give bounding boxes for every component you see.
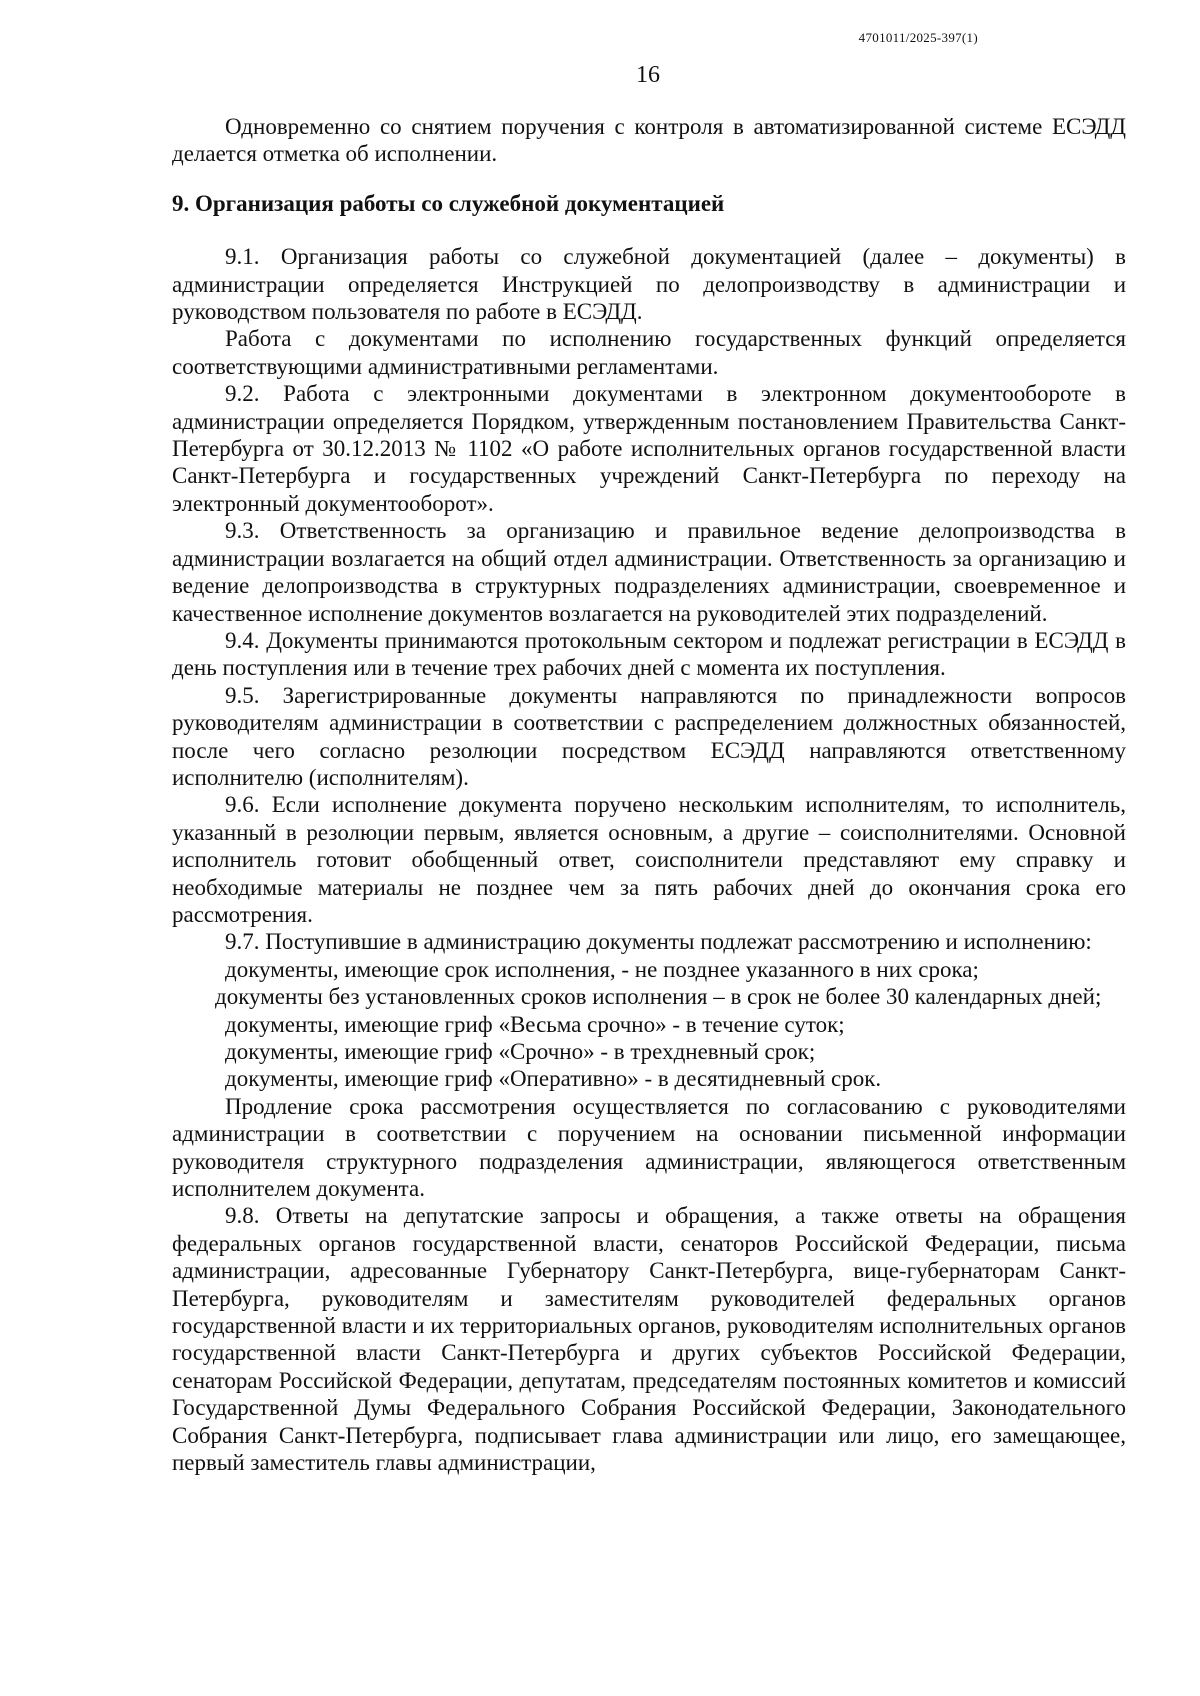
section-heading: 9. Организация работы со служебной документацией: [172, 190, 725, 216]
paragraph-9-1-b: Работа с документами по исполнению государственных функций определяется соответствующими административными регламентами.: [172, 326, 1126, 379]
document-id: 4701011/2025-397(1): [858, 30, 978, 45]
paragraph-9-8: 9.8. Ответы на депутатские запросы и обращения, а также ответы на обращения федеральных органов государственной власти, сенаторов Российской Федерации, письма администрации, адресованные Губернатору Санкт-Петербурга, вице-губернаторам Санкт-Петербурга, руководителям и заместителям руководителей федеральных органов государственной власти и их территориальных органов, руководителям исполнительных органов государственной власти Санкт-Петербурга и других субъектов Российской Федерации, сенаторам Российской Федерации, депутатам, председателям постоянных комитетов и комиссий Государственной Думы Федерального Собрания Российской Федерации, Законодательного Собрания Санкт-Петербурга, подписывает глава администрации или лицо, его замещающее, первый заместитель главы администрации,: [172, 1203, 1126, 1476]
paragraph-9-7: 9.7. Поступившие в администрацию документы подлежат рассмотрению и исполнению:: [225, 929, 1092, 955]
paragraph-9-3: 9.3. Ответственность за организацию и правильное ведение делопроизводства в администрации возлагается на общий отдел администрации. Ответственность за организацию и ведение делопроизводства в структурных подразделениях администрации, своевременное и качественное исполнение документов возлагается на руководителей этих подразделений.: [172, 518, 1126, 626]
paragraph-9-5: 9.5. Зарегистрированные документы направляются по принадлежности вопросов руководителям администрации в соответствии с распределением должностных обязанностей, после чего согласно резолюции посредством ЕСЭДД направляются ответственному исполнителю (исполнителям).: [172, 682, 1126, 790]
list-item: документы, имеющие гриф «Весьма срочно» - в течение суток;: [225, 1011, 845, 1037]
paragraph-9-4: 9.4. Документы принимаются протокольным сектором и подлежат регистрации в ЕСЭДД в день поступления или в течение трех рабочих дней с момента их поступления.: [172, 627, 1126, 681]
paragraph-9-7-b: Продление срока рассмотрения осуществляется по согласованию с руководителями администрации в соответствии с поручением на основании письменной информации руководителя структурного подразделения администрации, являющегося ответственным исполнителем документа.: [172, 1093, 1126, 1202]
list-item: документы, имеющие срок исполнения, - не позднее указанного в них срока;: [225, 956, 979, 982]
paragraph-9-1: 9.1. Организация работы со служебной документацией (далее – документы) в администрации определяется Инструкцией по делопроизводству в администрации и руководством пользователя по работе в ЕСЭДД.: [172, 244, 1126, 325]
list-item: документы, имеющие гриф «Оперативно» - в десятидневный срок.: [225, 1066, 882, 1092]
list-item: документы, имеющие гриф «Срочно» - в трехдневный срок;: [225, 1039, 816, 1064]
paragraph-9-6: 9.6. Если исполнение документа поручено нескольким исполнителям, то исполнитель, указанный в резолюции первым, является основным, а другие – соисполнителями. Основной исполнитель готовит обобщенный ответ, соисполнители представляют ему справку и необходимые материалы не позднее чем за пять рабочих дней до окончания срока его рассмотрения.: [172, 792, 1126, 927]
page-number: 16: [636, 62, 660, 88]
paragraph-9-2: 9.2. Работа с электронными документами в электронном документообороте в администрации определяется Порядком, утвержденным постановлением Правительства Санкт-Петербурга от 30.12.2013 № 1102 «О работе исполнительных органов государственной власти Санкт-Петербурга и государственных учреждений Санкт-Петербурга по переходу на электронный документооборот».: [172, 381, 1126, 516]
list-item: документы без установленных сроков исполнения – в срок не более 30 календарных дней;: [215, 984, 1102, 1010]
intro-paragraph: Одновременно со снятием поручения с контроля в автоматизированной системе ЕСЭДД делается отметка об исполнении.: [172, 114, 1126, 167]
document-body: [172, 113, 1126, 1477]
